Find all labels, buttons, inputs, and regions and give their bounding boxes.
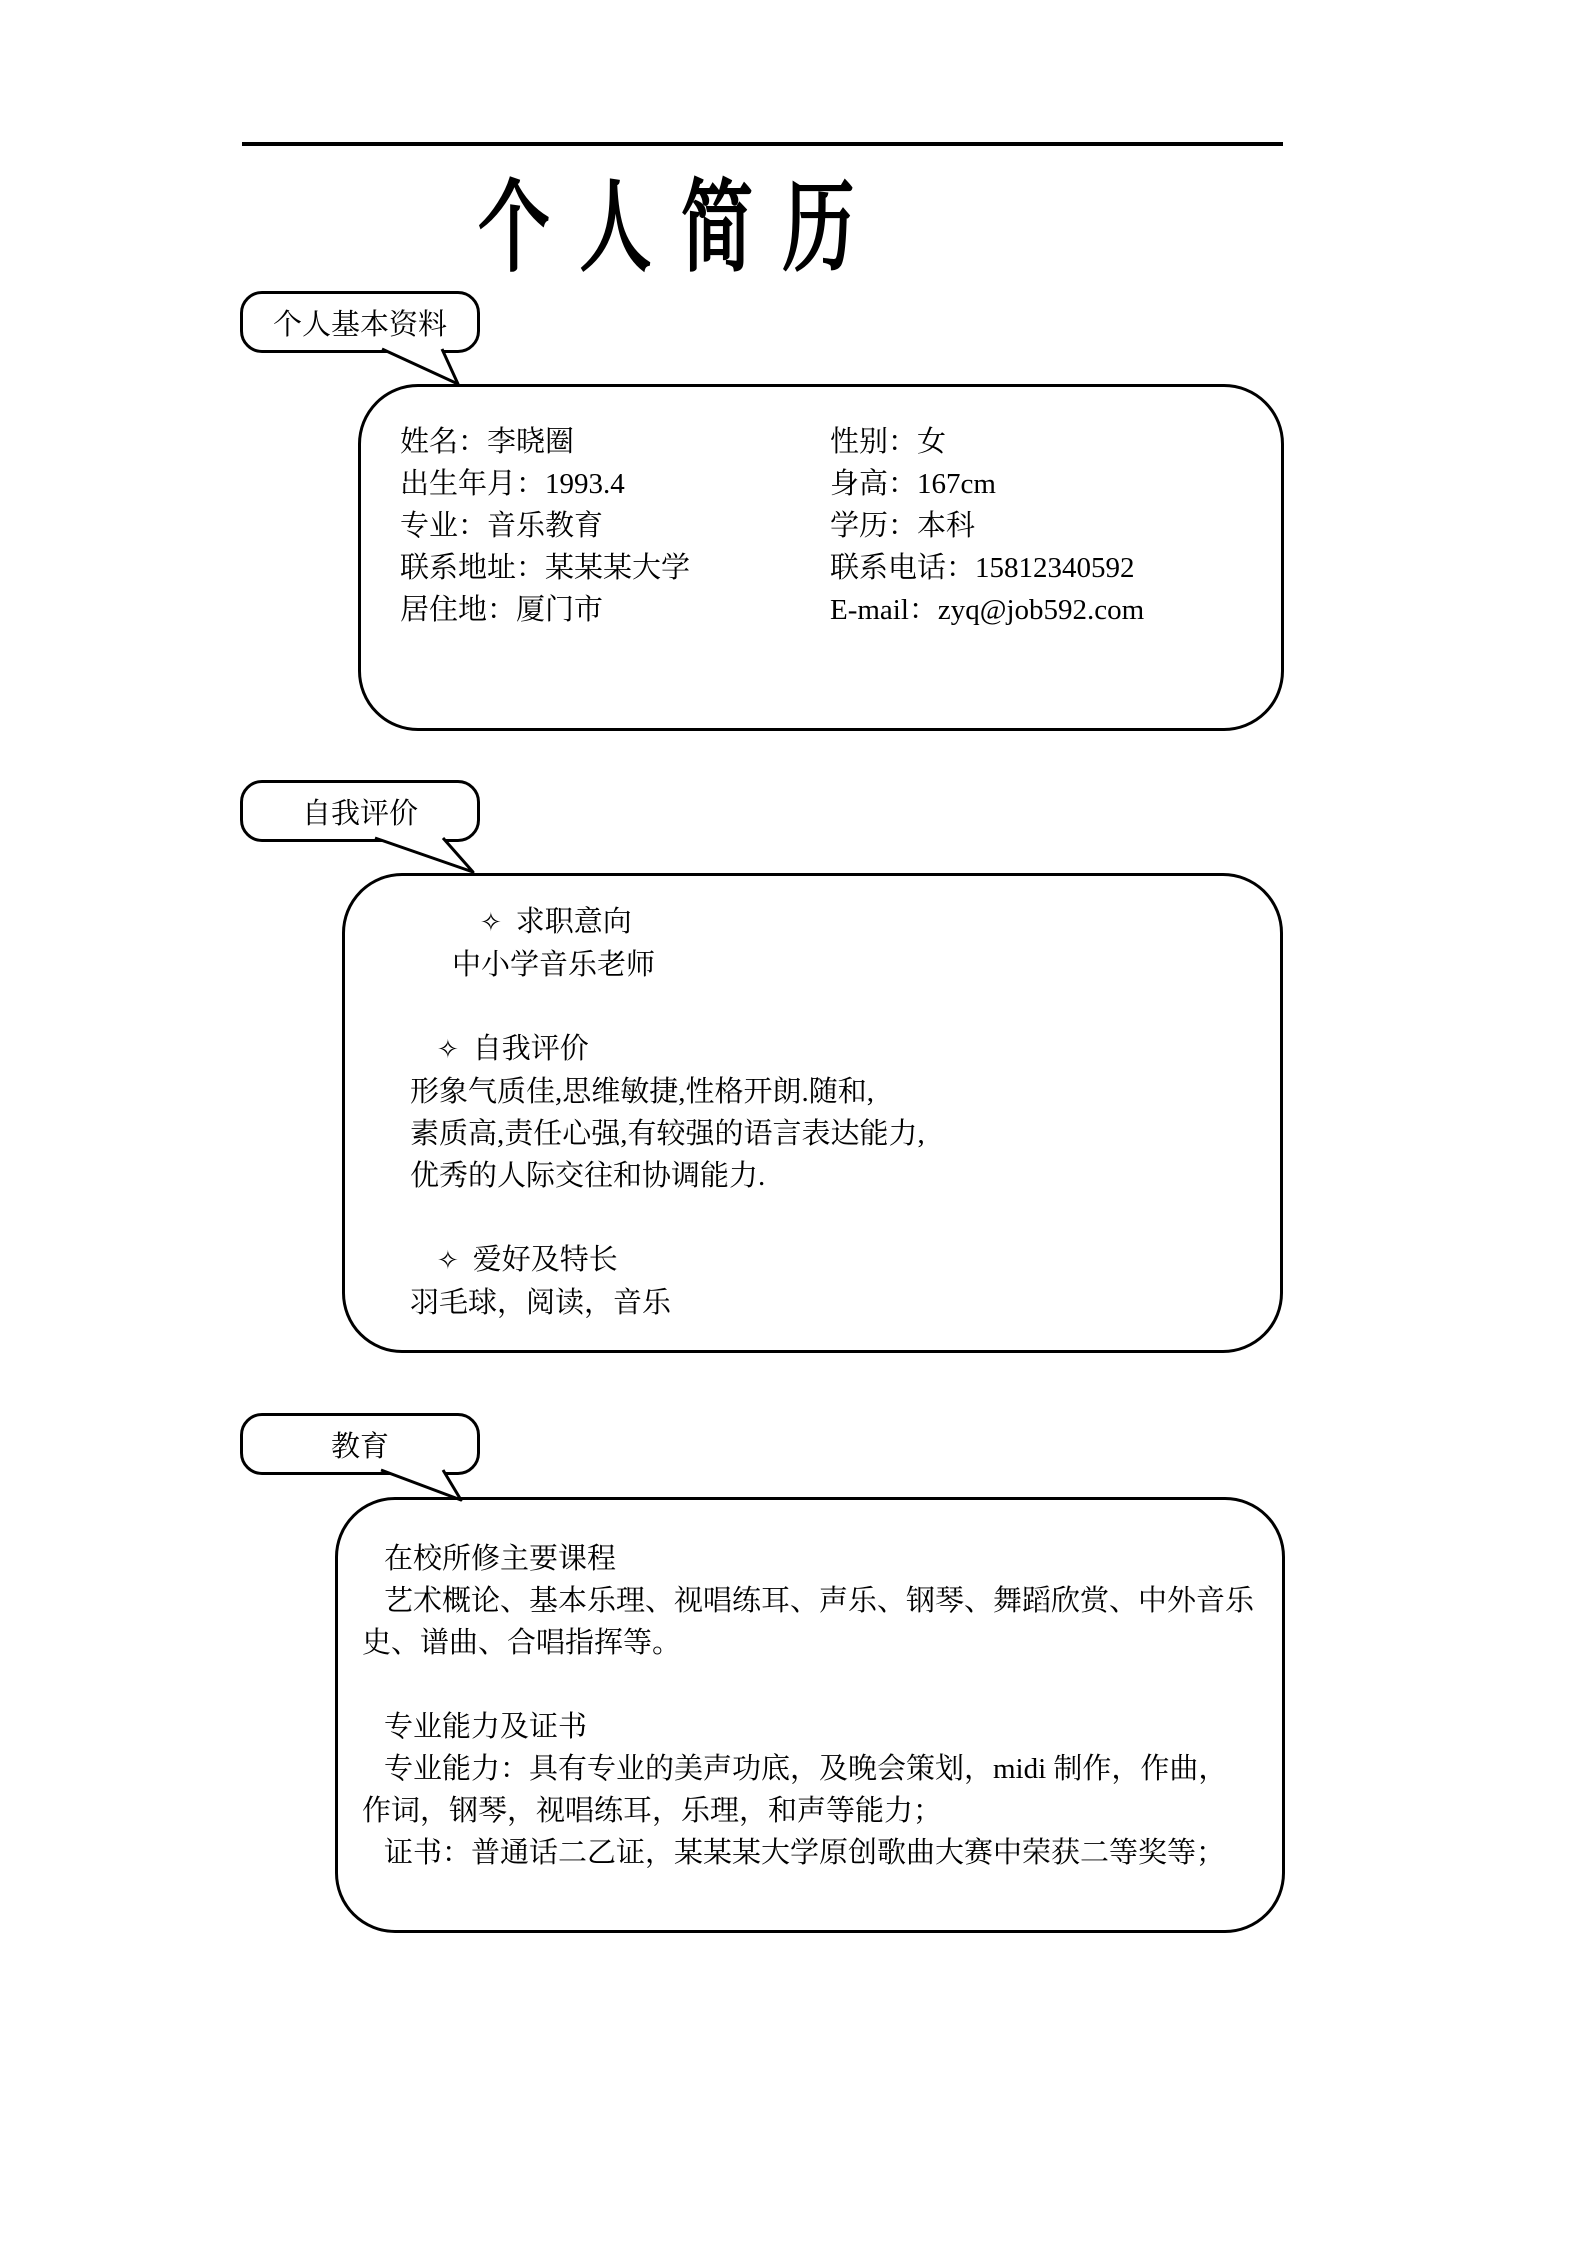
four-pointed-star-icon: ✧ xyxy=(437,1246,459,1276)
edu-line: 艺术概论、基本乐理、视唱练耳、声乐、钢琴、舞蹈欣赏、中外音乐 xyxy=(384,1585,1255,1617)
four-pointed-star-icon: ✧ xyxy=(437,1035,459,1065)
bubble-tail-icon xyxy=(382,349,458,384)
basic-city: 居住地：厦门市 xyxy=(400,594,604,626)
blank-line xyxy=(410,1197,1250,1239)
heading-job-intention: 求职意向 xyxy=(515,906,632,938)
basic-row xyxy=(400,589,1281,631)
basic-info-box xyxy=(358,384,1284,731)
bubble-basic-info-label: 个人基本资料 xyxy=(272,308,447,341)
education-box xyxy=(335,1497,1285,1933)
four-pointed-star-icon: ✧ xyxy=(480,908,502,938)
basic-birth: 出生年月：1993.4 xyxy=(400,468,625,500)
bubble-tail-icon xyxy=(382,349,458,384)
blank-line xyxy=(410,986,1250,1028)
edu-line: 在校所修主要课程 xyxy=(384,1543,617,1575)
bubble-basic-info xyxy=(240,291,480,353)
header-rule xyxy=(242,142,1283,146)
section-heading xyxy=(437,1239,1250,1282)
bubble-tail-icon xyxy=(375,838,473,872)
document-title: 个 人 简 历 xyxy=(478,173,861,284)
eval-line: 中小学音乐老师 xyxy=(452,949,656,981)
bubble-education-label: 教育 xyxy=(330,1430,389,1463)
edu-line: 证书：普通话二乙证，某某某大学原创歌曲大赛中荣获二等奖等； xyxy=(384,1837,1226,1869)
edu-line: 作词，钢琴，视唱练耳，乐理，和声等能力； xyxy=(362,1795,943,1827)
eval-line: 形象气质佳,思维敏捷,性格开朗.随和, xyxy=(410,1076,875,1108)
bubble-self-evaluation xyxy=(240,780,480,842)
basic-gender: 性别：女 xyxy=(830,426,947,458)
bubble-education xyxy=(240,1413,480,1475)
basic-major: 专业：音乐教育 xyxy=(400,510,604,542)
basic-row xyxy=(400,547,1281,589)
section-heading xyxy=(480,901,1250,944)
heading-hobbies: 爱好及特长 xyxy=(472,1244,618,1276)
edu-line: 史、谱曲、合唱指挥等。 xyxy=(362,1627,682,1659)
basic-email: E-mail：zyq@job592.com xyxy=(830,594,1145,626)
eval-line: 羽毛球，阅读，音乐 xyxy=(410,1287,672,1319)
basic-address: 联系地址：某某某大学 xyxy=(400,552,691,584)
bubble-self-evaluation-label: 自我评价 xyxy=(301,797,418,830)
blank-line xyxy=(362,1664,1258,1706)
edu-line: 专业能力及证书 xyxy=(384,1711,588,1743)
basic-row xyxy=(400,421,1281,463)
eval-line: 优秀的人际交往和协调能力. xyxy=(410,1160,766,1192)
section-heading xyxy=(437,1028,1250,1071)
edu-line: 专业能力：具有专业的美声功底，及晚会策划，midi 制作，作曲， xyxy=(384,1753,1228,1785)
basic-row xyxy=(400,463,1281,505)
basic-degree: 学历：本科 xyxy=(830,510,976,542)
heading-self-evaluation: 自我评价 xyxy=(472,1033,589,1065)
basic-name: 姓名：李晓圈 xyxy=(400,426,575,458)
basic-row xyxy=(400,505,1281,547)
bubble-tail-icon xyxy=(375,838,473,872)
eval-line: 素质高,责任心强,有较强的语言表达能力, xyxy=(410,1118,925,1150)
basic-phone: 联系电话：15812340592 xyxy=(830,552,1135,584)
self-evaluation-box xyxy=(342,873,1283,1353)
basic-height: 身高：167cm xyxy=(830,468,996,500)
